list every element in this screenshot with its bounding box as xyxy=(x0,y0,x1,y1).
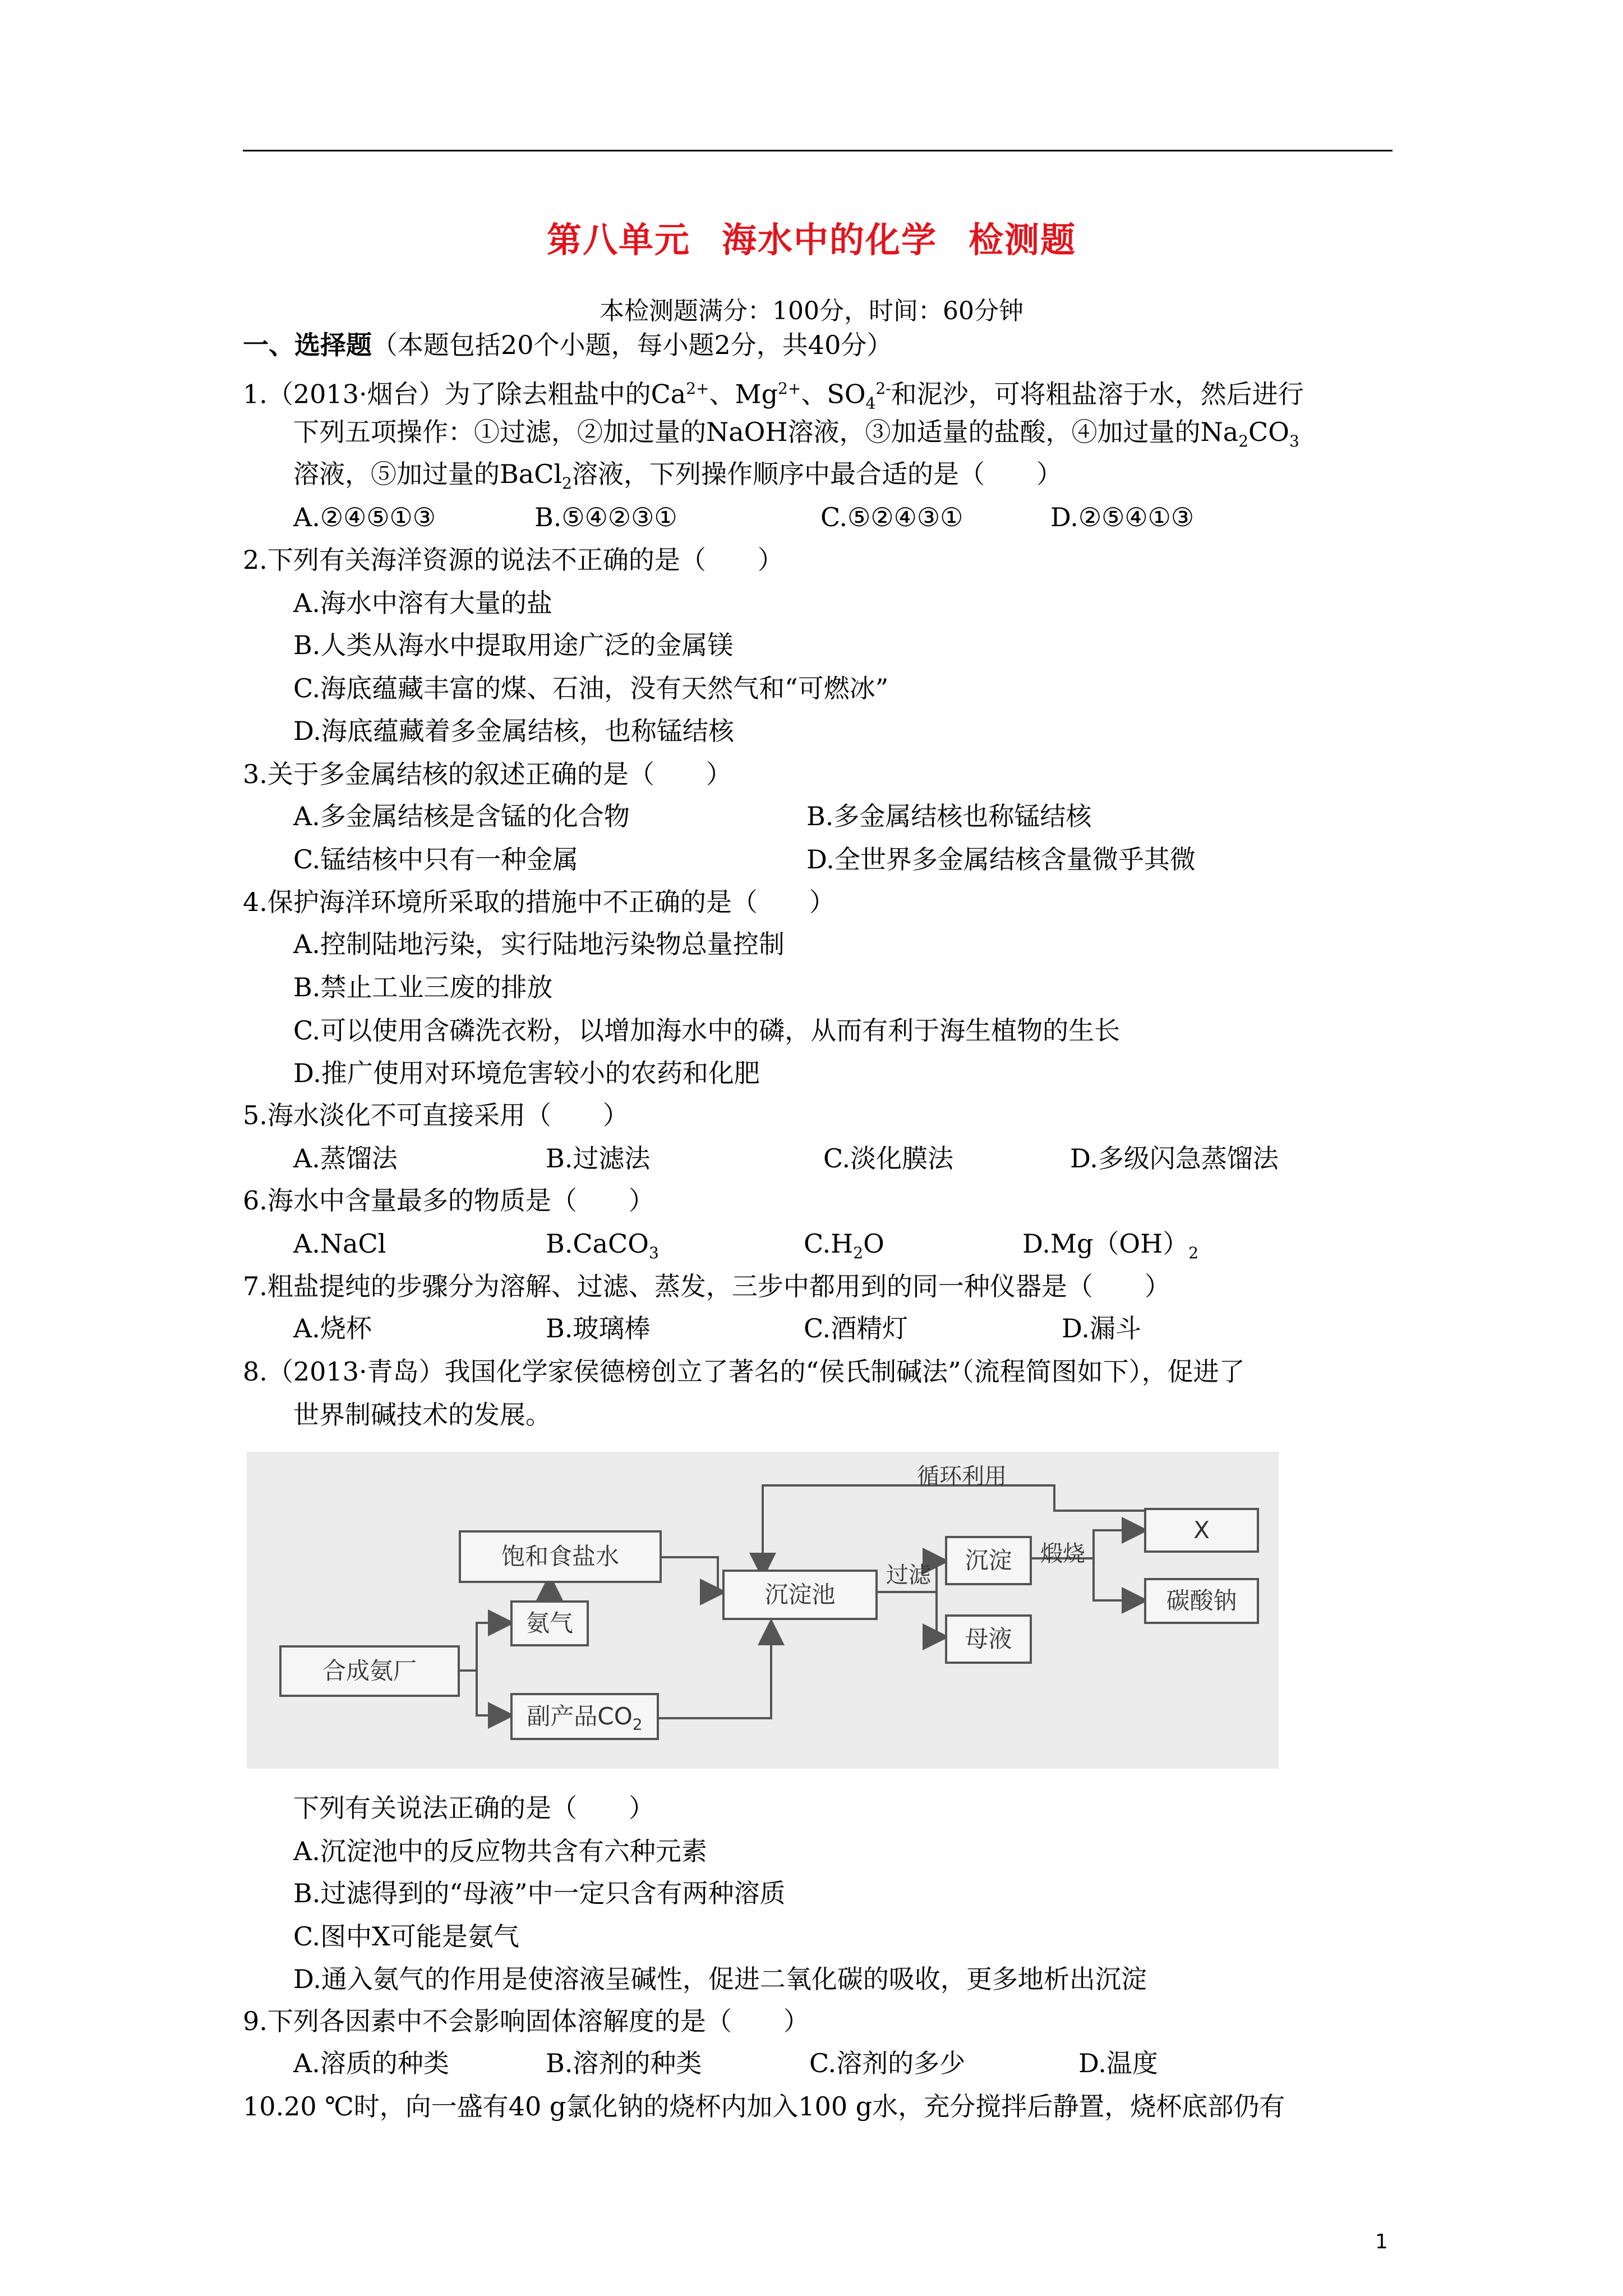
x-box: X xyxy=(1144,1508,1259,1553)
ammonia-box: 氨气 xyxy=(510,1600,589,1646)
q1-option-d[interactable]: D.②⑤④①③ xyxy=(1050,502,1195,532)
recycle-label: 循环利用 xyxy=(917,1464,1007,1489)
q5-stem: 5.海水淡化不可直接采用（ ） xyxy=(243,1100,629,1130)
q7-option-b[interactable]: B.玻璃棒 xyxy=(546,1313,651,1343)
subtitle: 本检测题满分：100分，时间：60分钟 xyxy=(600,297,1023,325)
settling-tank-box: 沉淀池 xyxy=(722,1570,878,1620)
q9-stem: 9.下列各因素中不会影响固体溶解度的是（ ） xyxy=(243,2006,809,2036)
section-heading xyxy=(243,328,892,362)
q9-option-d[interactable]: D.温度 xyxy=(1078,2048,1158,2078)
q3-option-a[interactable]: A.多金属结核是含锰的化合物 xyxy=(293,801,630,831)
q4-option-b[interactable]: B.禁止工业三废的排放 xyxy=(293,972,553,1002)
q2-option-d[interactable]: D.海底蕴藏着多金属结核，也称锰结核 xyxy=(293,716,734,746)
title-test: 检测题 xyxy=(969,219,1077,260)
q6-option-b[interactable]: B.CaCO$_3$ xyxy=(546,1228,659,1263)
q1-option-a[interactable]: A.②④⑤①③ xyxy=(293,502,436,532)
q7-stem: 7.粗盐提纯的步骤分为溶解、过滤、蒸发，三步中都用到的同一种仪器是（ ） xyxy=(243,1271,1170,1301)
brine-box: 饱和食盐水 xyxy=(459,1530,662,1583)
precipitate-box: 沉淀 xyxy=(945,1536,1032,1585)
q2-option-c[interactable]: C.海底蕴藏丰富的煤、石油，没有天然气和“可燃冰” xyxy=(293,673,889,703)
page-title xyxy=(0,212,1623,262)
title-topic: 海水中的化学 xyxy=(721,219,937,260)
title-unit: 第八单元 xyxy=(546,219,690,260)
q8-option-d[interactable]: D.通入氨气的作用是使溶液呈碱性，促进二氧化碳的吸收，更多地析出沉淀 xyxy=(293,1964,1147,1994)
q8-line2: 世界制碱技术的发展。 xyxy=(293,1400,551,1430)
hou-process-flow-diagram xyxy=(247,1452,1279,1769)
q1-option-b[interactable]: B.⑤④②③① xyxy=(534,502,677,532)
q2-option-b[interactable]: B.人类从海水中提取用途广泛的金属镁 xyxy=(293,630,734,660)
q7-option-a[interactable]: A.烧杯 xyxy=(293,1313,372,1343)
q8-option-a[interactable]: A.沉淀池中的反应物共含有六种元素 xyxy=(293,1836,707,1866)
q3-option-c[interactable]: C.锰结核中只有一种金属 xyxy=(293,844,579,875)
q6-stem: 6.海水中含量最多的物质是（ ） xyxy=(243,1185,654,1216)
q8-line1: 8.（2013·青岛）我国化学家侯德榜创立了著名的“侯氏制碱法”（流程简图如下），促进了 xyxy=(243,1356,1245,1387)
q7-option-c[interactable]: C.酒精灯 xyxy=(804,1313,909,1343)
q5-option-c[interactable]: C.淡化膜法 xyxy=(823,1143,954,1174)
q9-option-b[interactable]: B.溶剂的种类 xyxy=(546,2048,702,2078)
q4-stem: 4.保护海洋环境所采取的措施中不正确的是（ ） xyxy=(243,887,835,917)
q5-option-b[interactable]: B.过滤法 xyxy=(546,1143,651,1174)
filter-label: 过滤 xyxy=(886,1562,931,1588)
q8-option-c[interactable]: C.图中X可能是氨气 xyxy=(293,1921,519,1952)
calcine-label: 煅烧 xyxy=(1040,1541,1085,1567)
q3-stem: 3.关于多金属结核的叙述正确的是（ ） xyxy=(243,759,732,789)
q4-option-d[interactable]: D.推广使用对环境危害较小的农药和化肥 xyxy=(293,1058,760,1088)
section-head: 一、选择题 xyxy=(243,330,372,360)
q2-option-a[interactable]: A.海水中溶有大量的盐 xyxy=(293,588,552,618)
q9-option-c[interactable]: C.溶剂的多少 xyxy=(809,2048,966,2078)
q5-option-d[interactable]: D.多级闪急蒸馏法 xyxy=(1070,1143,1279,1174)
section-note: （本题包括20个小题，每小题2分，共40分） xyxy=(372,330,893,360)
q10-line1: 10.20 ℃时，向一盛有40 g氯化钠的烧杯内加入100 g水，充分搅拌后静置，烧杯底部仍有 xyxy=(243,2091,1285,2122)
q3-option-d[interactable]: D.全世界多金属结核含量微乎其微 xyxy=(806,844,1196,875)
q1-option-c[interactable]: C.⑤②④③① xyxy=(820,502,963,532)
q9-option-a[interactable]: A.溶质的种类 xyxy=(293,2048,449,2078)
q8-stem: 下列有关说法正确的是（ ） xyxy=(293,1793,654,1823)
q6-option-d[interactable]: $D.Mg(OH)_2$ xyxy=(1022,1228,1199,1263)
q4-option-a[interactable]: A.控制陆地污染，实行陆地污染物总量控制 xyxy=(293,929,785,959)
q2-stem: 2.下列有关海洋资源的说法不正确的是（ ） xyxy=(243,545,783,575)
co2-box: 副产品$CO_2$ xyxy=(510,1693,659,1740)
header-rule xyxy=(243,150,1393,151)
q3-option-b[interactable]: B.多金属结核也称锰结核 xyxy=(806,801,1092,831)
sodium-carbonate-box: 碳酸钠 xyxy=(1144,1578,1259,1624)
mother-liquor-box: 母液 xyxy=(945,1614,1032,1664)
page-number: 1 xyxy=(1375,2230,1388,2253)
q1-line3: 溶液，⑤加过量的BaCl$_2$溶液，下列操作顺序中最合适的是（ ） xyxy=(293,459,1062,493)
q4-option-c[interactable]: C.可以使用含磷洗衣粉，以增加海水中的磷，从而有利于海生植物的生长 xyxy=(293,1015,1121,1046)
q1-line2: 下列五项操作：①过滤，②加过量的NaOH溶液，③加适量的盐酸，④加过量的$Na_2CO_3$ xyxy=(293,417,1299,451)
q8-option-b[interactable]: B.过滤得到的“母液”中一定只含有两种溶质 xyxy=(293,1878,786,1908)
q6-option-c[interactable]: $C.H_2O$ xyxy=(804,1228,884,1263)
ammonia-plant-box: 合成氨厂 xyxy=(279,1645,460,1697)
q5-option-a[interactable]: A.蒸馏法 xyxy=(293,1143,398,1174)
q7-option-d[interactable]: D.漏斗 xyxy=(1062,1313,1141,1343)
q1-line1: 1.（2013·烟台）为了除去粗盐中的$Ca^{2+}$、$Mg^{2+}$、$SO_4^{2-}$和泥沙，可将粗盐溶于水，然后进行 xyxy=(243,379,1304,413)
q6-option-a[interactable]: A.NaCl xyxy=(293,1228,386,1259)
